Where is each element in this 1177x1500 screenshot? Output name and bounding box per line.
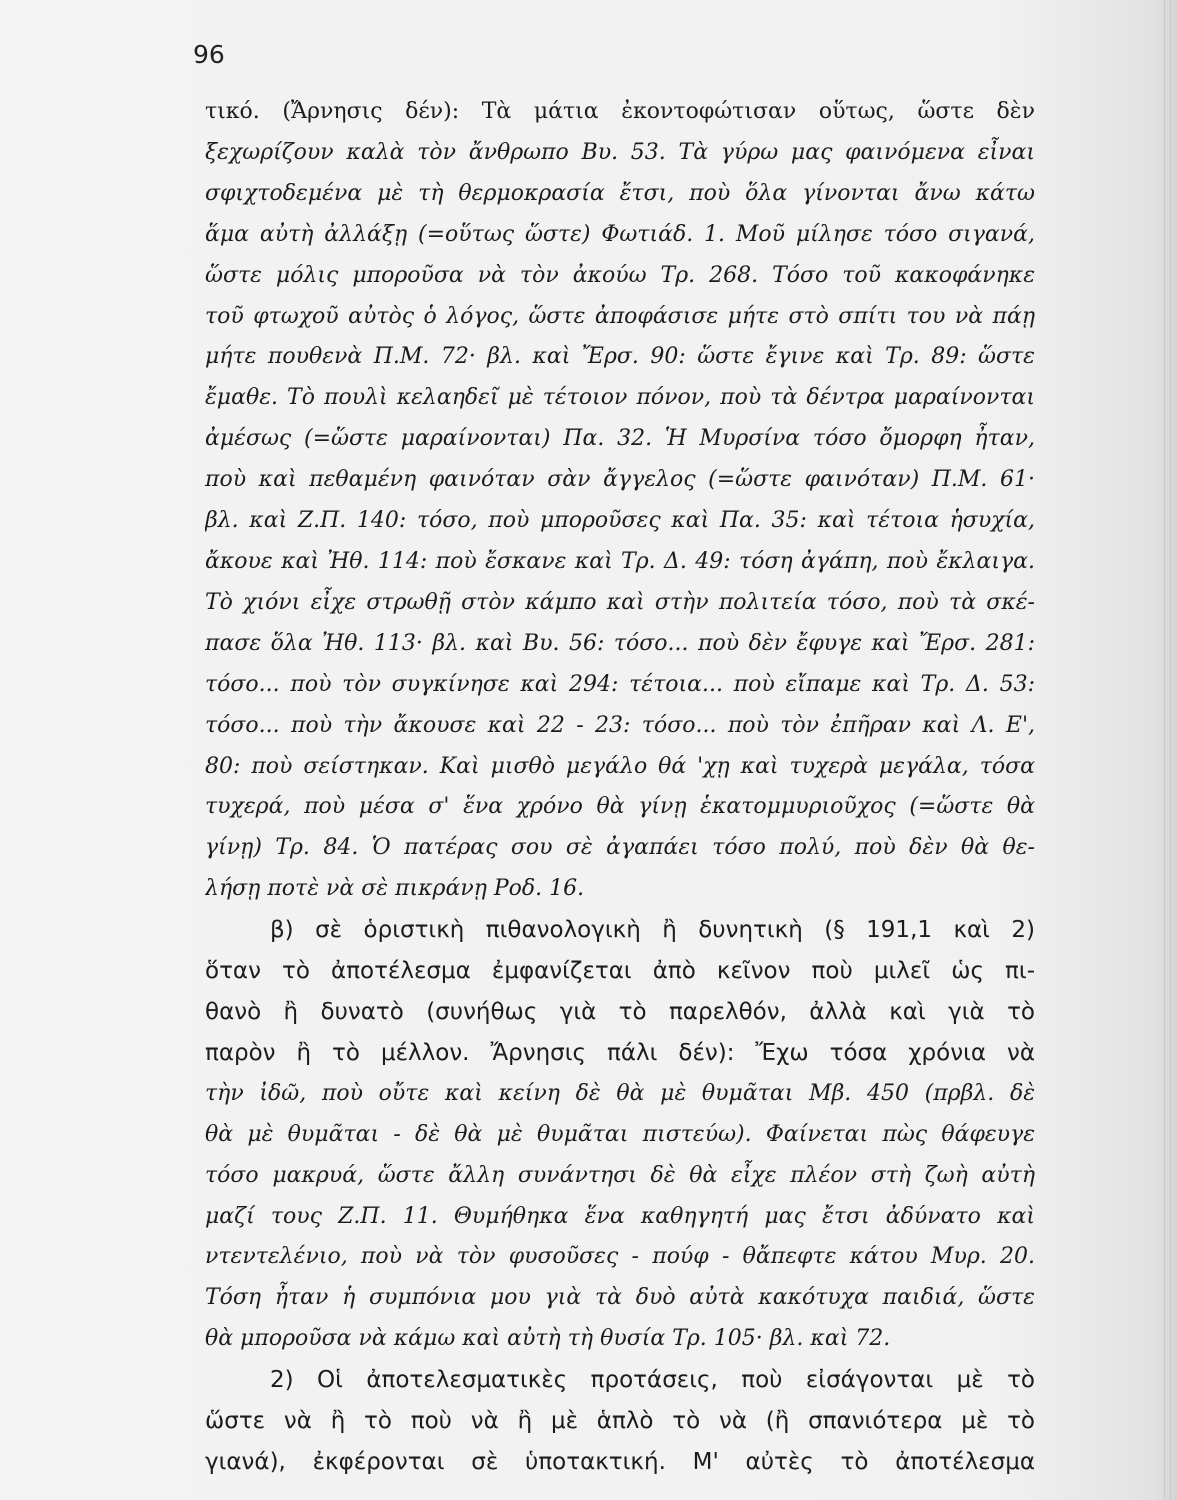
text-line: β) σὲ ὁριστικὴ πιθανολογικὴ ἢ δυνητικὴ (§ 191,1 καὶ 2) [270, 917, 1035, 943]
text-line: λήσῃ ποτὲ νὰ σὲ πικράνῃ Ροδ. 16. [205, 876, 585, 901]
text-line: τόσο... ποὺ τὸν συγκίνησε καὶ 294: τέτοια... ποὺ εἴπαμε καὶ Τρ. Δ. 53: [205, 672, 1035, 697]
text-line: ἅμα αὐτὴ ἀλλάξῃ (=οὕτως ὥστε) Φωτιάδ. 1. Μοῦ μίλησε τόσο σιγανά, [205, 222, 1035, 247]
text-line: παρὸν ἢ τὸ μέλλον. Ἄρνησις πάλι δέν): Ἔχω τόσα χρόνια νὰ [205, 1040, 1035, 1066]
text-line: ὅταν τὸ ἀποτέλεσμα ἐμφανίζεται ἀπὸ κεῖνον ποὺ μιλεῖ ὡς πι- [205, 958, 1035, 984]
text-line: ἔμαθε. Τὸ πουλὶ κελαηδεῖ μὲ τέτοιον πόνον, ποὺ τὰ δέντρα μαραίνονται [205, 385, 1035, 410]
text-line: τόσο μακρυά, ὥστε ἄλλη συνάντησι δὲ θὰ εἶχε πλέον στὴ ζωὴ αὐτὴ [205, 1163, 1035, 1188]
text-line: τικό. (Ἄρνησις δέν): Τὰ μάτια ἐκοντοφώτισαν οὕτως, ὥστε δὲν [205, 99, 1035, 124]
page-edge-line [1164, 0, 1165, 1500]
text-line: τὴν ἰδῶ, ποὺ οὔτε καὶ κείνη δὲ θὰ μὲ θυμᾶται Μβ. 450 (πρβλ. δὲ [205, 1081, 1035, 1106]
text-line: μήτε πουθενὰ Π.Μ. 72· βλ. καὶ Ἔρσ. 90: ὥστε ἔγινε καὶ Τρ. 89: ὥστε [205, 344, 1035, 369]
text-line: ἀμέσως (=ὥστε μαραίνονται) Πα. 32. Ἡ Μυρσίνα τόσο ὄμορφη ἦταν, [205, 426, 1035, 451]
text-line: σφιχτοδεμένα μὲ τὴ θερμοκρασία ἔτσι, ποὺ ὅλα γίνονται ἄνω κάτω [205, 181, 1035, 206]
text-line: 2) Οἱ ἀποτελεσματικὲς προτάσεις, ποὺ εἰσάγονται μὲ τὸ [270, 1367, 1035, 1393]
text-line: μαζί τους Ζ.Π. 11. Θυμήθηκα ἕνα καθηγητή μας ἔτσι ἀδύνατο καὶ [205, 1204, 1035, 1229]
text-line: ὥστε νὰ ἢ τὸ ποὺ νὰ ἢ μὲ ἁπλὸ τὸ νὰ (ἢ σπανιότερα μὲ τὸ [205, 1408, 1035, 1434]
text-line: ντεντελένιο, ποὺ νὰ τὸν φυσοῦσες - πούφ - θἄπεφτε κάτου Μυρ. 20. [205, 1244, 1035, 1269]
text-line: βλ. καὶ Ζ.Π. 140: τόσο, ποὺ μποροῦσες καὶ Πα. 35: καὶ τέτοια ἡσυχία, [205, 508, 1035, 533]
text-line: ξεχωρίζουν καλὰ τὸν ἄνθρωπο Βυ. 53. Τὰ γύρω μας φαινόμενα εἶναι [205, 140, 1035, 165]
text-line: γίνῃ) Τρ. 84. Ὁ πατέρας σου σὲ ἀγαπάει τόσο πολύ, ποὺ δὲν θὰ θε- [205, 835, 1035, 860]
text-line: 80: ποὺ σείστηκαν. Καὶ μισθὸ μεγάλο θά 'χῃ καὶ τυχερὰ μεγάλα, τόσα [205, 754, 1035, 779]
page-edge-line [1170, 0, 1171, 1500]
text-line: τοῦ φτωχοῦ αὐτὸς ὁ λόγος, ὥστε ἀποφάσισε μήτε στὸ σπίτι του νὰ πάῃ [205, 304, 1035, 329]
text-line: θὰ μποροῦσα νὰ κάμω καὶ αὐτὴ τὴ θυσία Τρ. 105· βλ. καὶ 72. [205, 1326, 891, 1351]
text-line: ἄκουε καὶ Ἠθ. 114: ποὺ ἔσκανε καὶ Τρ. Δ. 49: τόση ἀγάπη, ποὺ ἔκλαιγα. [205, 549, 1035, 574]
text-line: ποὺ καὶ πεθαμένη φαινόταν σὰν ἄγγελος (=ὥστε φαινόταν) Π.Μ. 61· [205, 467, 1035, 492]
text-line: Τὸ χιόνι εἶχε στρωθῇ στὸν κάμπο καὶ στὴν πολιτεία τόσο, ποὺ τὰ σκέ- [205, 590, 1035, 615]
text-line: θανὸ ἢ δυνατὸ (συνήθως γιὰ τὸ παρελθόν, ἀλλὰ καὶ γιὰ τὸ [205, 999, 1035, 1025]
text-line: τόσο... ποὺ τὴν ἄκουσε καὶ 22 - 23: τόσο... ποὺ τὸν ἐπῆραν καὶ Λ. Ε', [205, 713, 1035, 738]
text-line: τυχερά, ποὺ μέσα σ' ἕνα χρόνο θὰ γίνῃ ἑκατομμυριοῦχος (=ὥστε θὰ [205, 794, 1035, 819]
text-line: γιανά), ἐκφέρονται σὲ ὑποτακτική. Μ' αὐτὲς τὸ ἀποτέλεσμα [205, 1449, 1035, 1475]
text-line: πασε ὅλα Ἠθ. 113· βλ. καὶ Βυ. 56: τόσο... ποὺ δὲν ἔφυγε καὶ Ἔρσ. 281: [205, 631, 1035, 656]
page-number: 96 [193, 40, 225, 69]
text-line: ὥστε μόλις μποροῦσα νὰ τὸν ἀκούω Τρ. 268. Τόσο τοῦ κακοφάνηκε [205, 263, 1035, 288]
text-line: θὰ μὲ θυμᾶται - δὲ θὰ μὲ θυμᾶται πιστεύω). Φαίνεται πὼς θάφευγε [205, 1122, 1035, 1147]
text-line: Τόση ἦταν ἡ συμπόνια μου γιὰ τὰ δυὸ αὐτὰ κακότυχα παιδιά, ὥστε [205, 1285, 1035, 1310]
